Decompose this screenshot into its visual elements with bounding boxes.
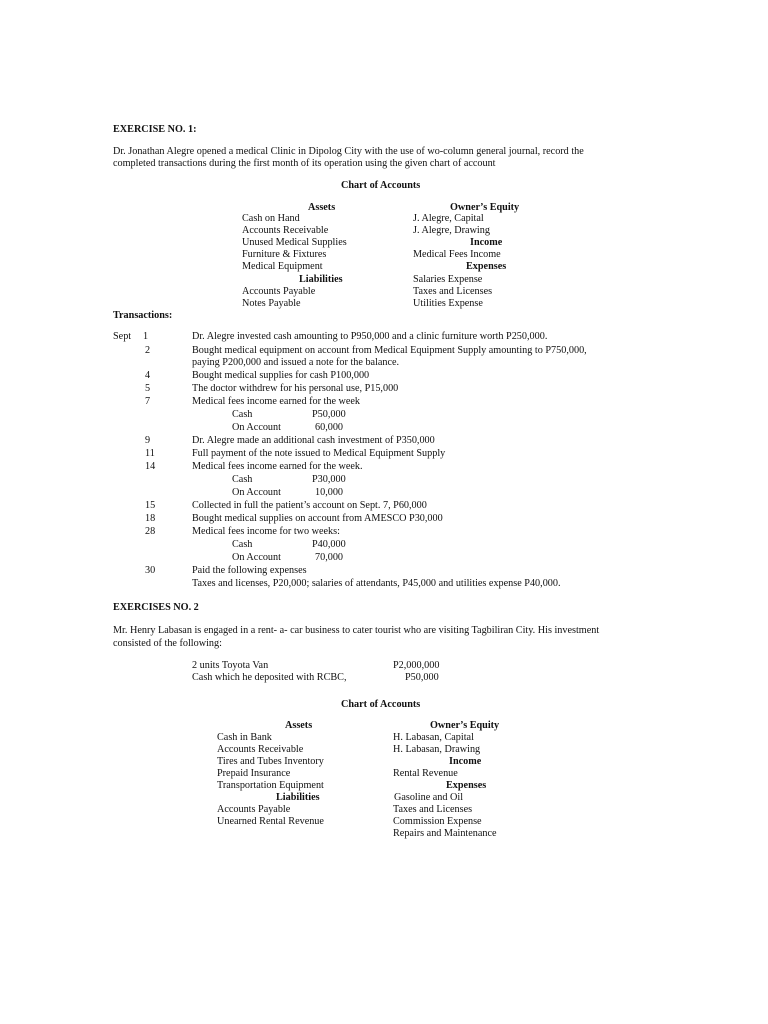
detail-label: Cash: [232, 409, 253, 420]
detail-label: Cash: [232, 539, 253, 550]
ex2-liabilities-heading: Liabilities: [276, 792, 320, 803]
ex2-asset-item: Cash in Bank: [217, 732, 272, 743]
exercise-1-heading: EXERCISE NO. 1:: [113, 124, 197, 135]
exercise-2-heading: EXERCISES NO. 2: [113, 602, 199, 613]
detail-label: On Account: [232, 422, 281, 433]
transaction-day: 30: [145, 565, 156, 576]
ex2-liability-item: Accounts Payable: [217, 804, 291, 815]
exercise-2-intro-line-2: consisted of the following:: [113, 638, 222, 649]
ex1-equity-item: J. Alegre, Capital: [413, 213, 484, 224]
transaction-day: 14: [145, 461, 156, 472]
ex2-expense-item: Taxes and Licenses: [393, 804, 473, 815]
exercise-2-chart-title: Chart of Accounts: [341, 699, 421, 710]
transaction-line: Full payment of the note issued to Medical Equipment Supply: [192, 448, 446, 459]
detail-amount: P40,000: [312, 539, 346, 550]
transaction-day: 2: [145, 345, 151, 356]
ex2-expense-item: Commission Expense: [393, 816, 482, 827]
ex2-equity-item: H. Labasan, Drawing: [393, 744, 481, 755]
detail-label: On Account: [232, 552, 281, 563]
ex1-assets-heading: Assets: [308, 202, 336, 213]
ex1-liability-item: Accounts Payable: [242, 286, 316, 297]
transaction-line: Bought medical supplies for cash P100,000: [192, 370, 370, 381]
ex2-expense-item: Gasoline and Oil: [394, 792, 464, 803]
exercise-1-intro-line-2: completed transactions during the first month of its operation using the given chart of account: [113, 158, 496, 169]
transactions-heading: Transactions:: [113, 310, 173, 321]
transaction-line: Bought medical supplies on account from AMESCO P30,000: [192, 513, 443, 524]
ex1-liabilities-heading: Liabilities: [299, 274, 343, 285]
ex2-liability-item: Unearned Rental Revenue: [217, 816, 324, 827]
ex1-income-item: Medical Fees Income: [413, 249, 501, 260]
transaction-line: Taxes and licenses, P20,000; salaries of attendants, P45,000 and utilities expense P40,000.: [192, 578, 561, 589]
ex1-expense-item: Taxes and Licenses: [413, 286, 493, 297]
ex1-expense-item: Salaries Expense: [413, 274, 483, 285]
ex1-asset-item: Unused Medical Supplies: [242, 237, 347, 248]
detail-label: On Account: [232, 487, 281, 498]
transaction-line: Bought medical equipment on account from Medical Equipment Supply amounting to P750,000,: [192, 345, 587, 356]
ex2-equity-item: H. Labasan, Capital: [393, 732, 474, 743]
transaction-day: 1: [143, 331, 149, 342]
ex2-asset-item: Accounts Receivable: [217, 744, 304, 755]
transaction-line: The doctor withdrew for his personal use, P15,000: [192, 383, 399, 394]
ex1-equity-heading: Owner’s Equity: [450, 202, 520, 213]
transaction-line: Medical fees income earned for the week: [192, 396, 361, 407]
transaction-month: Sept: [113, 331, 132, 342]
ex1-asset-item: Accounts Receivable: [242, 225, 329, 236]
detail-amount: 70,000: [315, 552, 344, 563]
ex1-asset-item: Furniture & Fixtures: [242, 249, 327, 260]
ex1-equity-item: J. Alegre, Drawing: [413, 225, 490, 236]
transaction-day: 18: [145, 513, 156, 524]
transaction-day: 7: [145, 396, 151, 407]
ex1-expense-item: Utilities Expense: [413, 298, 483, 309]
investment-amount: P50,000: [405, 672, 439, 683]
exercise-1-chart-title: Chart of Accounts: [341, 180, 421, 191]
transaction-day: 28: [145, 526, 156, 537]
transaction-day: 9: [145, 435, 151, 446]
transaction-line: Dr. Alegre made an additional cash investment of P350,000: [192, 435, 435, 446]
ex2-expenses-heading: Expenses: [446, 780, 487, 791]
ex2-assets-heading: Assets: [285, 720, 313, 731]
detail-label: Cash: [232, 474, 253, 485]
ex1-asset-item: Cash on Hand: [242, 213, 300, 224]
transaction-line: Medical fees income earned for the week.: [192, 461, 363, 472]
transaction-day: 11: [145, 448, 155, 459]
ex2-expense-item: Repairs and Maintenance: [393, 828, 497, 839]
ex2-income-item: Rental Revenue: [393, 768, 458, 779]
detail-amount: 60,000: [315, 422, 344, 433]
transaction-line: Collected in full the patient’s account on Sept. 7, P60,000: [192, 500, 427, 511]
transaction-day: 15: [145, 500, 156, 511]
transaction-day: 4: [145, 370, 151, 381]
detail-amount: 10,000: [315, 487, 344, 498]
investment-label: Cash which he deposited with RCBC,: [192, 672, 347, 683]
ex1-income-heading: Income: [470, 237, 503, 248]
ex2-asset-item: Prepaid Insurance: [217, 768, 291, 779]
transaction-day: 5: [145, 383, 151, 394]
investment-label: 2 units Toyota Van: [192, 660, 269, 671]
transaction-line: paying P200,000 and issued a note for the balance.: [192, 357, 400, 368]
ex2-asset-item: Tires and Tubes Inventory: [217, 756, 324, 767]
exercise-2-intro-line-1: Mr. Henry Labasan is engaged in a rent- a- car business to cater tourist who are visiting Tagbiliran City. His investment: [113, 625, 600, 636]
ex1-asset-item: Medical Equipment: [242, 261, 323, 272]
detail-amount: P30,000: [312, 474, 346, 485]
transaction-line: Dr. Alegre invested cash amounting to P950,000 and a clinic furniture worth P250,000.: [192, 331, 548, 342]
ex1-liability-item: Notes Payable: [242, 298, 301, 309]
transaction-line: Medical fees income for two weeks:: [192, 526, 340, 537]
ex1-expenses-heading: Expenses: [466, 261, 507, 272]
ex2-asset-item: Transportation Equipment: [217, 780, 324, 791]
exercise-1-intro-line-1: Dr. Jonathan Alegre opened a medical Clinic in Dipolog City with the use of wo-column general journal, record the: [113, 146, 584, 157]
transaction-line: Paid the following expenses: [192, 565, 307, 576]
investment-amount: P2,000,000: [393, 660, 440, 671]
ex2-income-heading: Income: [449, 756, 482, 767]
detail-amount: P50,000: [312, 409, 346, 420]
ex2-equity-heading: Owner’s Equity: [430, 720, 500, 731]
